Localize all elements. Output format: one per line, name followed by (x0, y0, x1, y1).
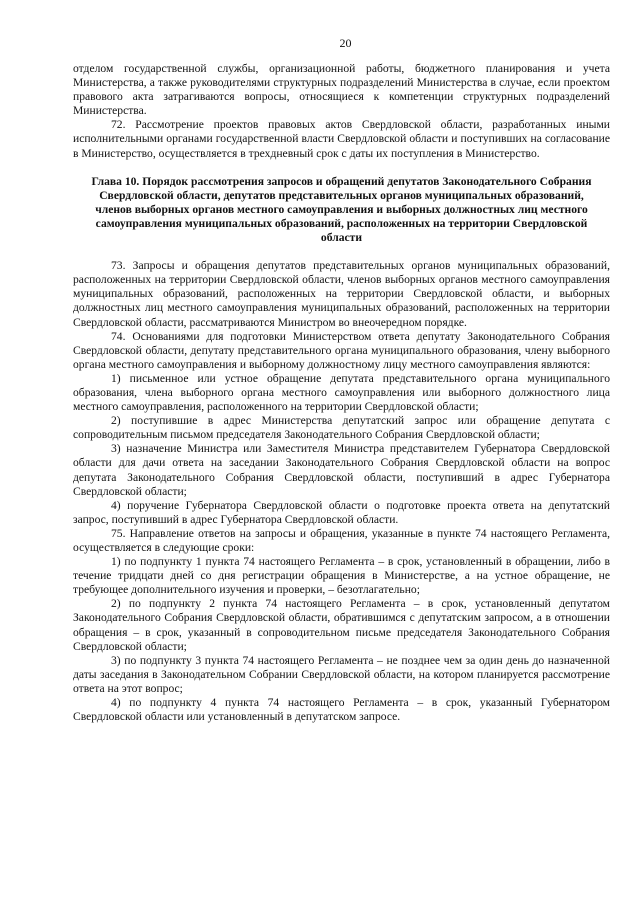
main-paragraph: 73. Запросы и обращения депутатов представительных органов муниципальных образований, расположенных на территории Свердловской области, членов выборных органов местного самоуправления муниципальных образований, расположенных на территории Свердловской области, и выборных должностных лиц местного самоуправления муниципальных образований, расположенных на территории Свердловской области, рассматриваются Министром во внеочередном порядке. (73, 259, 610, 329)
main-paragraph: 1) письменное или устное обращение депутата представительного органа муниципального образования, члена выборного органа местного самоуправления или выборного должностного лица местного самоуправления, расположенного на территории Свердловской области; (73, 371, 610, 414)
chapter-heading: Глава 10. Порядок рассмотрения запросов и обращений депутатов Законодательного Собрания Свердловской области, депутатов представительных органов муниципальных образований, членов выборных органов местного самоуправления и выборных должностных лиц местного самоуправления муниципальных образований, расположенных на территории Свердловской области (91, 174, 592, 245)
main-paragraph: 3) по подпункту 3 пункта 74 настоящего Регламента – не позднее чем за один день до назначенной даты заседания в Законодательном Собрании Свердловской области, на котором планируется рассмотрение ответа на этот вопрос; (73, 653, 610, 695)
main-paragraph: 1) по подпункту 1 пункта 74 настоящего Регламента – в срок, установленный в обращении, либо в течение тридцати дней со дня регистрации обращения в Министерстве, а на устное обращение, не требующее дополнительного изучения и проверки, – безотлагательно; (73, 555, 610, 597)
main-paragraph: 3) назначение Министра или Заместителя Министра представителем Губернатора Свердловской области для дачи ответа на заседании Законодательного Собрания Свердловской области на вопрос депутата Законодательного Собрания Свердловской области, поступивший в адрес Губернатора Свердловской области; (73, 442, 610, 498)
main-paragraph: 2) поступившие в адрес Министерства депутатский запрос или обращение депутата с сопроводительным письмом председателя Законодательного Собрания Свердловской области; (73, 414, 610, 442)
top-paragraph: 72. Рассмотрение проектов правовых актов Свердловской области, разработанных иными исполнительными органами государственной власти Свердловской области и поступивших на согласование в Министерство, осуществляется в трехдневный срок с даты их поступления в Министерство. (73, 118, 610, 160)
main-paragraph: 75. Направление ответов на запросы и обращения, указанные в пункте 74 настоящего Регламента, осуществляется в следующие сроки: (73, 526, 610, 554)
main-paragraphs (73, 259, 610, 724)
top-paragraph: отделом государственной службы, организационной работы, бюджетного планирования и учета Министерства, а также руководителями структурных подразделений Министерства в случае, если проектом правового акта затрагиваются вопросы, относящиеся к компетенции структурных подразделений Министерства. (73, 62, 610, 118)
main-paragraph: 4) по подпункту 4 пункта 74 настоящего Регламента – в срок, указанный Губернатором Свердловской области или установленный в депутатском запросе. (73, 696, 610, 724)
main-paragraph: 4) поручение Губернатора Свердловской области о подготовке проекта ответа на депутатский запрос, поступивший в адрес Губернатора Свердловской области. (73, 498, 610, 526)
top-paragraphs (73, 62, 610, 161)
main-paragraph: 74. Основаниями для подготовки Министерством ответа депутату Законодательного Собрания Свердловской области, депутату представительного органа муниципального образования, члену выборного органа местного самоуправления и выборному должностному лицу местного самоуправления являются: (73, 329, 610, 371)
main-paragraph: 2) по подпункту 2 пункта 74 настоящего Регламента – в срок, установленный депутатом Законодательного Собрания Свердловской области, обратившимся с депутатским запросом, а в отношении обращения – в срок, указанный в сопроводительном письме председателя Законодательного Собрания Свердловской области; (73, 597, 610, 653)
page-number: 20 (339, 36, 352, 50)
document-body (73, 62, 610, 724)
